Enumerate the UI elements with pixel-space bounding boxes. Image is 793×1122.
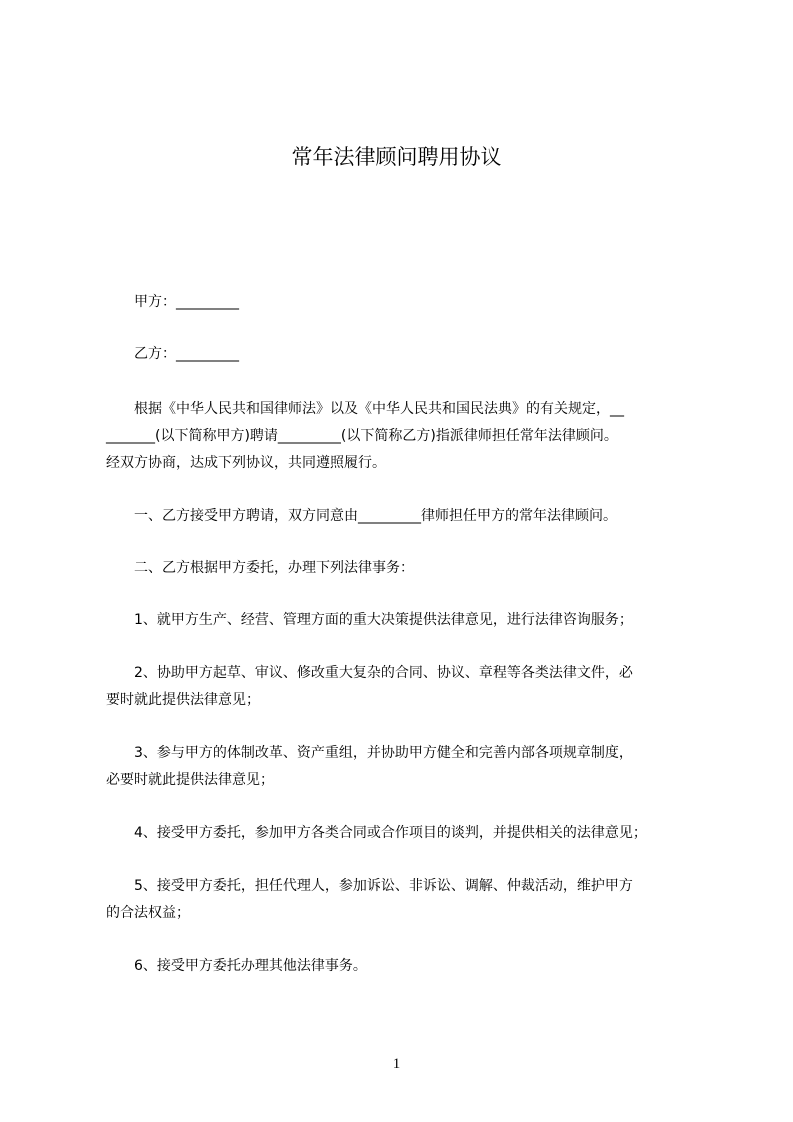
item-line: 的合法权益； xyxy=(106,905,190,921)
intro-line: _______(以下简称甲方)聘请_________(以下简称乙方)指派律师担任常年法律顾问。 xyxy=(106,428,618,444)
intro-line: 经双方协商，达成下列协议，共同遵照履行。 xyxy=(106,455,386,471)
party-a-line: 甲方：_________ xyxy=(106,294,239,310)
clause-2: 二、乙方根据甲方委托，办理下列法律事务： xyxy=(106,560,414,576)
item-line: 5、接受甲方委托，担任代理人，参加诉讼、非诉讼、调解、仲裁活动，维护甲方 xyxy=(106,878,633,894)
clause-1: 一、乙方接受甲方聘请，双方同意由_________律师担任甲方的常年法律顾问。 xyxy=(106,508,617,524)
page-number: 1 xyxy=(392,1056,401,1072)
document-title: 常年法律顾问聘用协议 xyxy=(291,145,502,169)
item-line: 6、接受甲方委托办理其他法律事务。 xyxy=(106,958,367,974)
item-line: 3、参与甲方的体制改革、资产重组，并协助甲方健全和完善内部各项规章制度， xyxy=(106,745,633,761)
item-line: 4、接受甲方委托，参加甲方各类合同或合作项目的谈判，并提供相关的法律意见； xyxy=(106,825,647,841)
item-line: 1、就甲方生产、经营、管理方面的重大决策提供法律意见，进行法律咨询服务； xyxy=(106,612,633,628)
item-line: 2、协助甲方起草、审议、修改重大复杂的合同、协议、章程等各类法律文件，必 xyxy=(106,665,633,681)
item-line: 要时就此提供法律意见； xyxy=(106,692,260,708)
intro-line: 根据《中华人民共和国律师法》以及《中华人民共和国民法典》的有关规定，__ xyxy=(106,401,624,417)
party-b-line: 乙方：_________ xyxy=(106,346,239,362)
item-line: 必要时就此提供法律意见； xyxy=(106,772,274,788)
